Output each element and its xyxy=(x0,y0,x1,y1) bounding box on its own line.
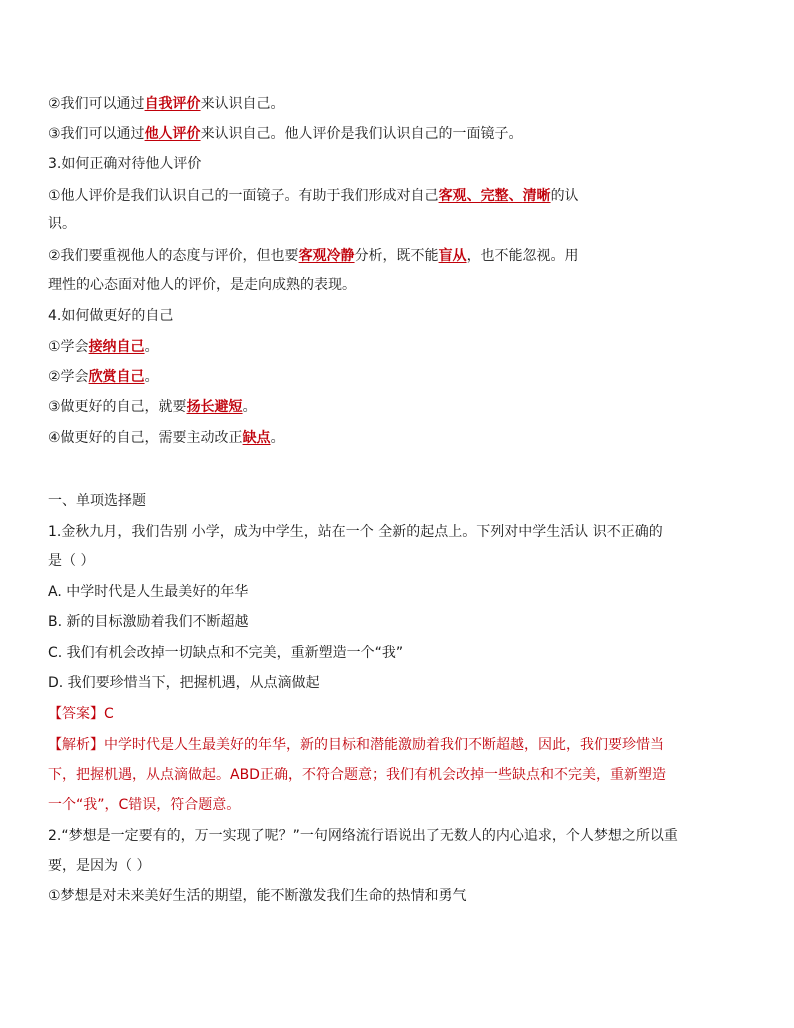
heading-better-self: 4.如何做更好的自己 xyxy=(48,308,174,324)
keyword-blindly-follow: 盲从 xyxy=(438,248,467,264)
keyword-self-evaluation: 自我评价 xyxy=(144,96,201,112)
note-line-shortcomings: ④做更好的自己，需要主动改正缺点。 xyxy=(48,430,285,446)
analysis-line-2: 下，把握机遇，从点滴做起。ABD正确，不符合题意；我们有机会改掉一些缺点和不完美，重新塑造 xyxy=(48,767,666,783)
note-line-others-evaluation: ③我们可以通过他人评价来认识自己。他人评价是我们认识自己的一面镜子。 xyxy=(48,126,523,142)
note-line-strengths: ③做更好的自己，就要扬长避短。 xyxy=(48,399,257,415)
keyword-accept-self: 接纳自己 xyxy=(88,339,145,355)
question-2-option-1: ①梦想是对未来美好生活的期望，能不断激发我们生命的热情和勇气 xyxy=(48,888,467,904)
keyword-calm-analysis: 客观冷静 xyxy=(298,248,355,264)
option-a: A. 中学时代是人生最美好的年华 xyxy=(48,584,249,600)
keyword-clear: 清晰 xyxy=(522,188,551,204)
analysis-line-3: 一个“我”，C错误，符合题意。 xyxy=(48,797,241,813)
section-title: 一、单项选择题 xyxy=(48,493,146,509)
note-line-accept: ①学会接纳自己。 xyxy=(48,339,159,355)
note-line-attitude: ②我们要重视他人的态度与评价，但也要客观冷静分析，既不能盲从，也不能忽视。用 xyxy=(48,248,579,264)
keyword-shortcomings: 缺点 xyxy=(242,430,271,446)
question-2-stem: 2.“梦想是一定要有的，万一实现了呢？”一句网络流行语说出了无数人的内心追求，个人梦想之所以重 xyxy=(48,828,678,844)
option-c: C. 我们有机会改掉一切缺点和不完美，重新塑造一个“我” xyxy=(48,645,404,661)
answer-label: 【答案】 xyxy=(48,706,104,722)
analysis-line-1: 【解析】中学时代是人生最美好的年华，新的目标和潜能激励着我们不断超越，因此，我们要珍惜当 xyxy=(48,737,664,753)
note-line-self-evaluation: ②我们可以通过自我评价来认识自己。 xyxy=(48,96,285,112)
note-line-appreciate: ②学会欣赏自己。 xyxy=(48,369,159,385)
option-d: D. 我们要珍惜当下，把握机遇，从点滴做起 xyxy=(48,675,320,691)
keyword-others-evaluation: 他人评价 xyxy=(144,126,201,142)
keyword-objective: 客观 xyxy=(438,188,467,204)
option-b: B. 新的目标激励着我们不断超越 xyxy=(48,614,249,630)
note-line-attitude-cont: 理性的心态面对他人的评价，是走向成熟的表现。 xyxy=(48,277,356,293)
question-1-stem-cont: 是（ ） xyxy=(48,553,95,569)
note-line-mirror: ①他人评价是我们认识自己的一面镜子。有助于我们形成对自己客观、完整、清晰的认 xyxy=(48,188,579,204)
keyword-complete: 完整 xyxy=(480,188,509,204)
question-2-stem-cont: 要，是因为（ ） xyxy=(48,858,151,874)
answer-value: C xyxy=(104,706,114,722)
heading-treat-evaluation: 3.如何正确对待他人评价 xyxy=(48,156,202,172)
analysis-label: 【解析】 xyxy=(48,737,104,753)
keyword-strengths: 扬长避短 xyxy=(186,399,243,415)
answer-line xyxy=(48,704,114,724)
keyword-appreciate-self: 欣赏自己 xyxy=(88,369,145,385)
question-1-stem: 1.金秋九月，我们告别 小学，成为中学生，站在一个 全新的起点上。下列对中学生活认 识不正确的 xyxy=(48,524,663,540)
note-line-mirror-cont: 识。 xyxy=(48,216,76,232)
